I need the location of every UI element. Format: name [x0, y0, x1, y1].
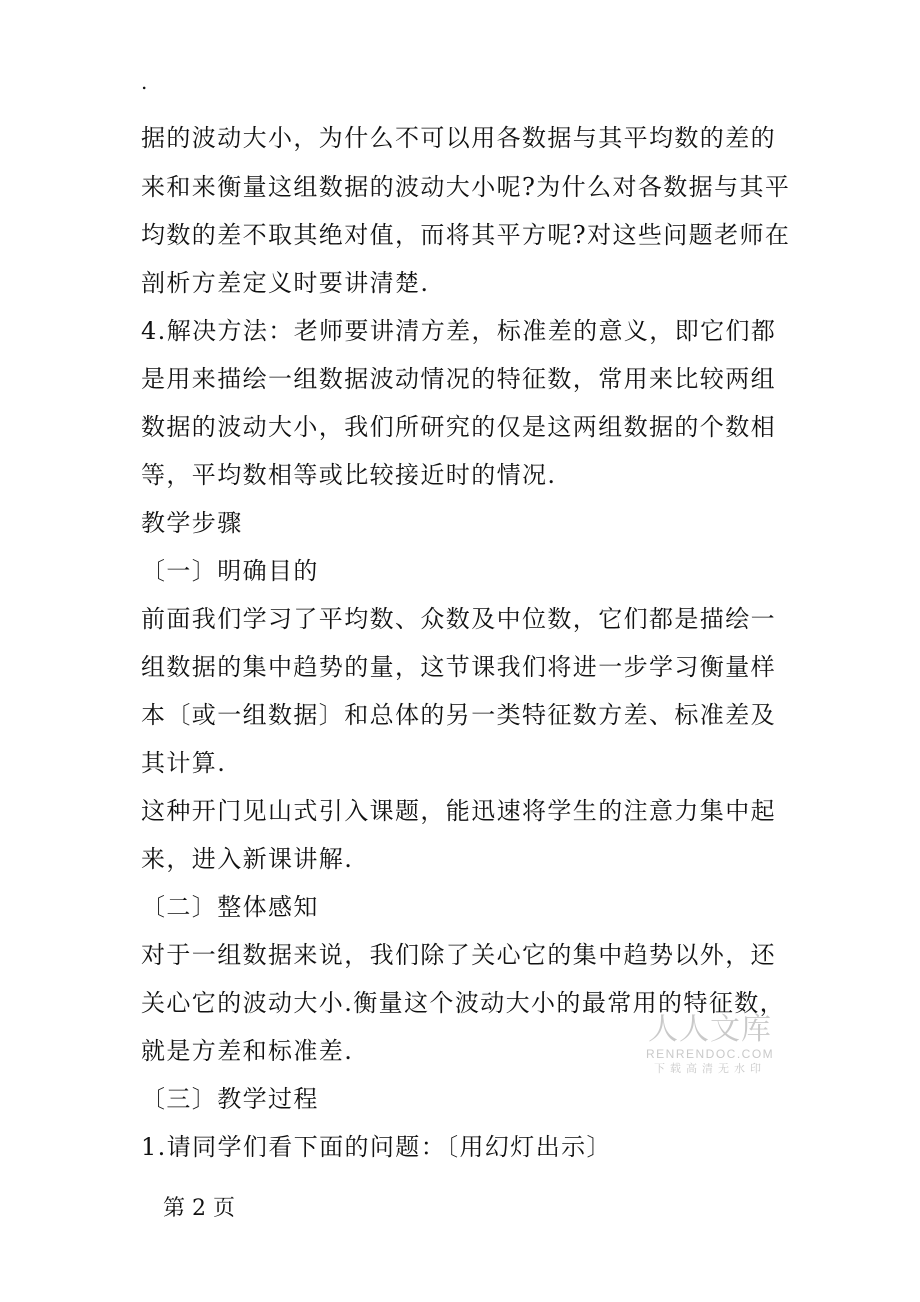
section-heading: 〔一〕明确目的 [141, 557, 319, 585]
watermark-title: 人人文库 [648, 1013, 772, 1046]
text-line: 来，进入新课讲解. [141, 845, 354, 873]
text-line: 剖析方差定义时要讲清楚. [141, 269, 430, 297]
text-line: 这种开门见山式引入课题，能迅速将学生的注意力集中起 [141, 797, 776, 825]
text-line: 组数据的集中趋势的量，这节课我们将进一步学习衡量样 [141, 653, 776, 681]
text-line: 关心它的波动大小.衡量这个波动大小的最常用的特征数， [141, 989, 786, 1017]
section-heading: 〔三〕教学过程 [141, 1085, 319, 1113]
text-line: 1.请同学们看下面的问题：〔用幻灯出示〕 [141, 1133, 612, 1161]
top-mark: . [141, 70, 148, 94]
section-heading: 〔二〕整体感知 [141, 893, 319, 921]
page-number: 第 2 页 [163, 1196, 235, 1221]
text-line: 等，平均数相等或比较接近时的情况. [141, 461, 557, 489]
text-line: 对于一组数据来说，我们除了关心它的集中趋势以外，还 [141, 941, 776, 969]
text-line: 均数的差不取其绝对值，而将其平方呢?对这些问题老师在 [141, 221, 791, 249]
text-line: 前面我们学习了平均数、众数及中位数，它们都是描绘一 [141, 605, 776, 633]
section-heading: 教学步骤 [141, 509, 243, 537]
text-line: 是用来描绘一组数据波动情况的特征数，常用来比较两组 [141, 365, 776, 393]
text-line: 来和来衡量这组数据的波动大小呢?为什么对各数据与其平 [141, 173, 791, 201]
watermark-subtitle: 下载高清无水印 [654, 1063, 766, 1075]
text-line: 4.解决方法：老师要讲清方差，标准差的意义，即它们都 [141, 317, 777, 345]
text-line: 就是方差和标准差. [141, 1037, 354, 1065]
watermark-site: RENRENDOC.COM [646, 1047, 775, 1061]
watermark [646, 1013, 774, 1077]
text-line: 其计算. [141, 749, 227, 777]
text-line: 本〔或一组数据〕和总体的另一类特征数方差、标准差及 [141, 701, 776, 729]
text-line: 据的波动大小，为什么不可以用各数据与其平均数的差的 [141, 124, 776, 152]
text-line: 数据的波动大小，我们所研究的仅是这两组数据的个数相 [141, 413, 776, 441]
